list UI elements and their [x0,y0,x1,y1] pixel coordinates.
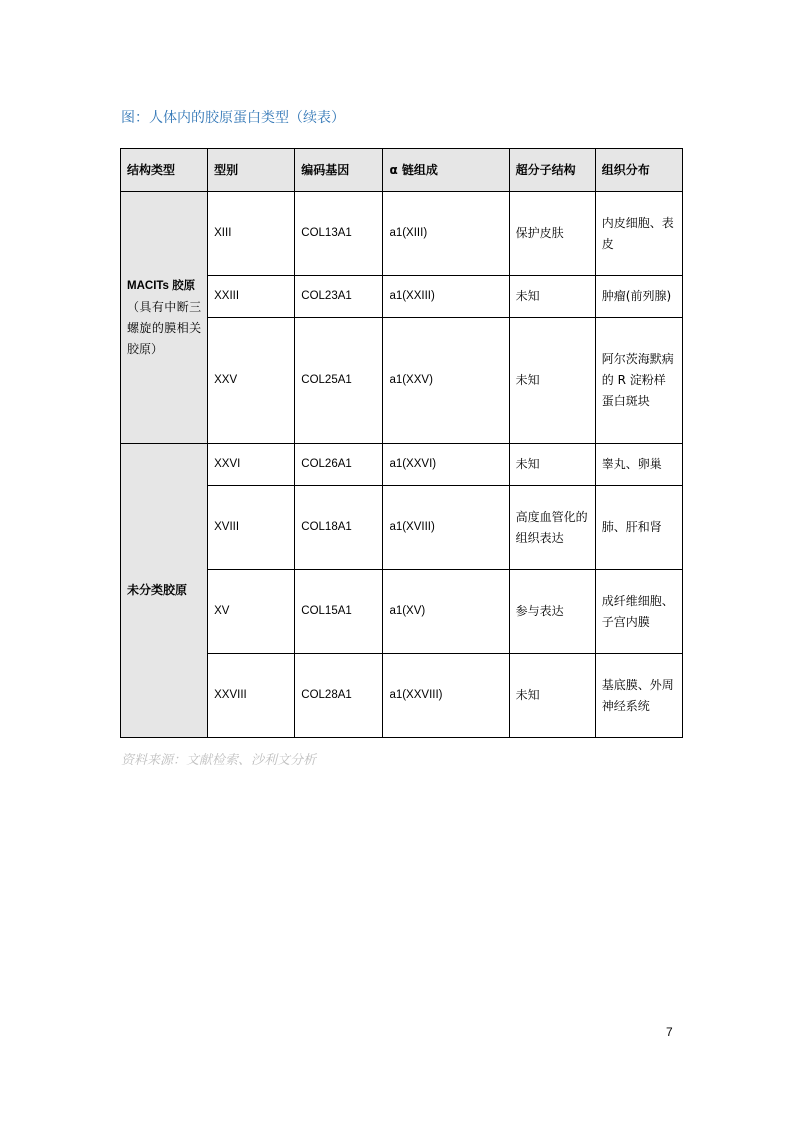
header-type: 型别 [208,149,295,192]
chain-cell: a1(XXV) [383,318,509,444]
header-gene: 编码基因 [295,149,383,192]
header-chain: α 链组成 [383,149,509,192]
chain-cell: a1(XXIII) [383,276,509,318]
structure-cell: 未知 [509,318,595,444]
page-number: 7 [666,1025,673,1039]
structure-cell: 未知 [509,654,595,738]
chain-cell: a1(XIII) [383,192,509,276]
collagen-types-table [120,148,683,738]
distribution-cell: 睾丸、卵巢 [595,444,682,486]
type-cell: XIII [208,192,295,276]
distribution-cell: 内皮细胞、表皮 [595,192,682,276]
distribution-cell: 基底膜、外周神经系统 [595,654,682,738]
figure-caption: 图：人体内的胶原蛋白类型（续表） [121,110,345,126]
group-cell-macits [121,192,208,444]
gene-cell: COL13A1 [295,192,383,276]
type-cell: XVIII [208,486,295,570]
header-supramolecular: 超分子结构 [509,149,595,192]
type-cell: XXVIII [208,654,295,738]
chain-cell: a1(XV) [383,570,509,654]
chain-cell: a1(XXVI) [383,444,509,486]
group-name: MACITs 胶原 [127,280,196,292]
source-note: 资料来源：文献检索、沙利文分析 [121,753,317,768]
table-row [121,192,683,276]
gene-cell: COL26A1 [295,444,383,486]
distribution-cell: 阿尔茨海默病的 R 淀粉样蛋白斑块 [595,318,682,444]
table-header-row [121,149,683,192]
distribution-cell: 肺、肝和肾 [595,486,682,570]
type-cell: XXV [208,318,295,444]
type-cell: XV [208,570,295,654]
table-row [121,444,683,486]
structure-cell: 高度血管化的组织表达 [509,486,595,570]
structure-cell: 未知 [509,276,595,318]
type-cell: XXIII [208,276,295,318]
header-distribution: 组织分布 [595,149,682,192]
type-cell: XXVI [208,444,295,486]
gene-cell: COL28A1 [295,654,383,738]
gene-cell: COL23A1 [295,276,383,318]
gene-cell: COL15A1 [295,570,383,654]
group-description: （具有中断三螺旋的膜相关胶原） [127,300,202,356]
distribution-cell: 成纤维细胞、子宫内膜 [595,570,682,654]
gene-cell: COL25A1 [295,318,383,444]
group-name: 未分类胶原 [127,583,188,597]
header-structure-type: 结构类型 [121,149,208,192]
chain-cell: a1(XVIII) [383,486,509,570]
structure-cell: 未知 [509,444,595,486]
structure-cell: 保护皮肤 [509,192,595,276]
structure-cell: 参与表达 [509,570,595,654]
group-cell-unclassified [121,444,208,738]
chain-cell: a1(XXVIII) [383,654,509,738]
gene-cell: COL18A1 [295,486,383,570]
distribution-cell: 肿瘤(前列腺) [595,276,682,318]
